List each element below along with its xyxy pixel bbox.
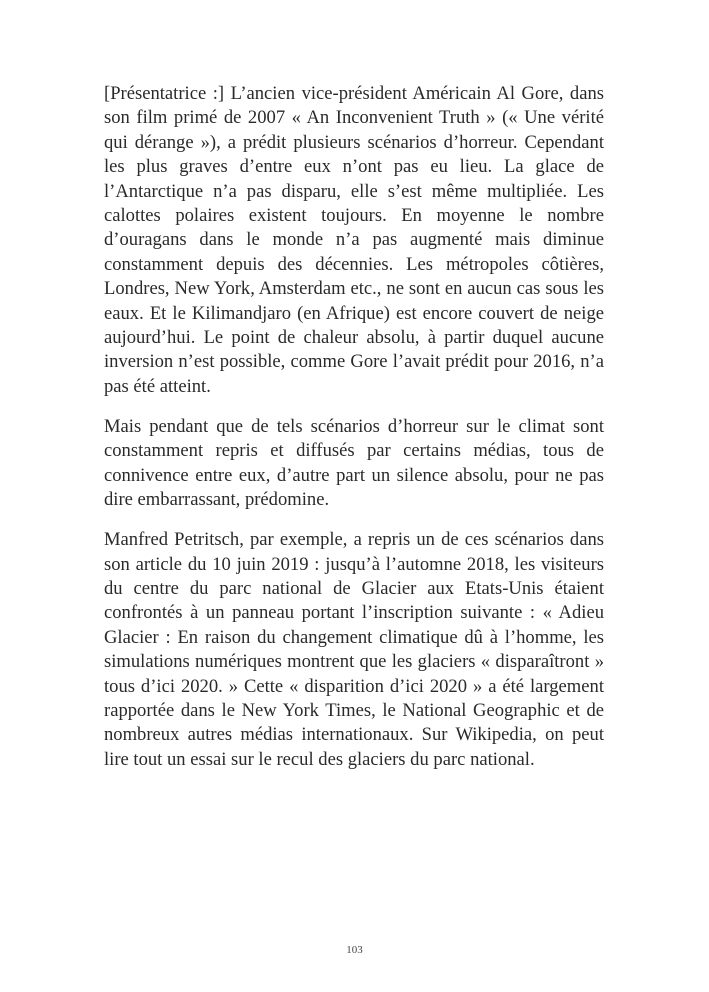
paragraph-presenter-intro: [Présentatrice :] L’ancien vice-président Américain Al Gore, dans son film primé de 2007 « An Inconvenient Truth » (« Une vérité qui dérange »), a prédit plusieurs scénarios d’horreur. Cependant les plus graves d’entre eux n’ont pas eu lieu. La glace de l’Antarctique n’a pas disparu, elle s’est même multipliée. Les calottes polaires existent toujours. En moyenne le nombre d’ouragans dans le monde n’a pas augmenté mais diminue constamment depuis des décennies. Les métropoles côtières, Londres, New York, Amsterdam etc., ne sont en aucun cas sous les eaux. Et le Kilimandjaro (en Afrique) est encore couvert de neige aujourd’hui. Le point de chaleur absolu, à partir duquel aucune inversion n’est possible, comme Gore l’avait prédit pour 2016, n’a pas été atteint.	[104, 83, 604, 397]
paragraph-glacier-park: Manfred Petritsch, par exemple, a repris un de ces scénarios dans son article du 10 juin 2019 : jusqu’à l’automne 2018, les visiteurs du centre du parc national de Glacier aux Etats-Unis étaient confrontés à un panneau portant l’inscription suivante : « Adieu Glacier : En raison du changement climatique dû à l’homme, les simulations numériques montrent que les glaciers « disparaîtront » tous d’ici 2020. » Cette « disparition d’ici 2020 » a été largement rapportée dans le New York Times, le National Geographic et de nombreux autres médias internationaux. Sur Wikipedia, on peut lire tout un essai sur le recul des glaciers du parc national.	[104, 529, 604, 770]
body-text	[104, 82, 604, 788]
page-number: 103	[346, 944, 363, 956]
paragraph-media-silence: Mais pendant que de tels scénarios d’horreur sur le climat sont constamment repris et diffusés par certains médias, tous de connivence entre eux, d’autre part un silence absolu, pour ne pas dire embarrassant, prédomine.	[104, 415, 604, 511]
